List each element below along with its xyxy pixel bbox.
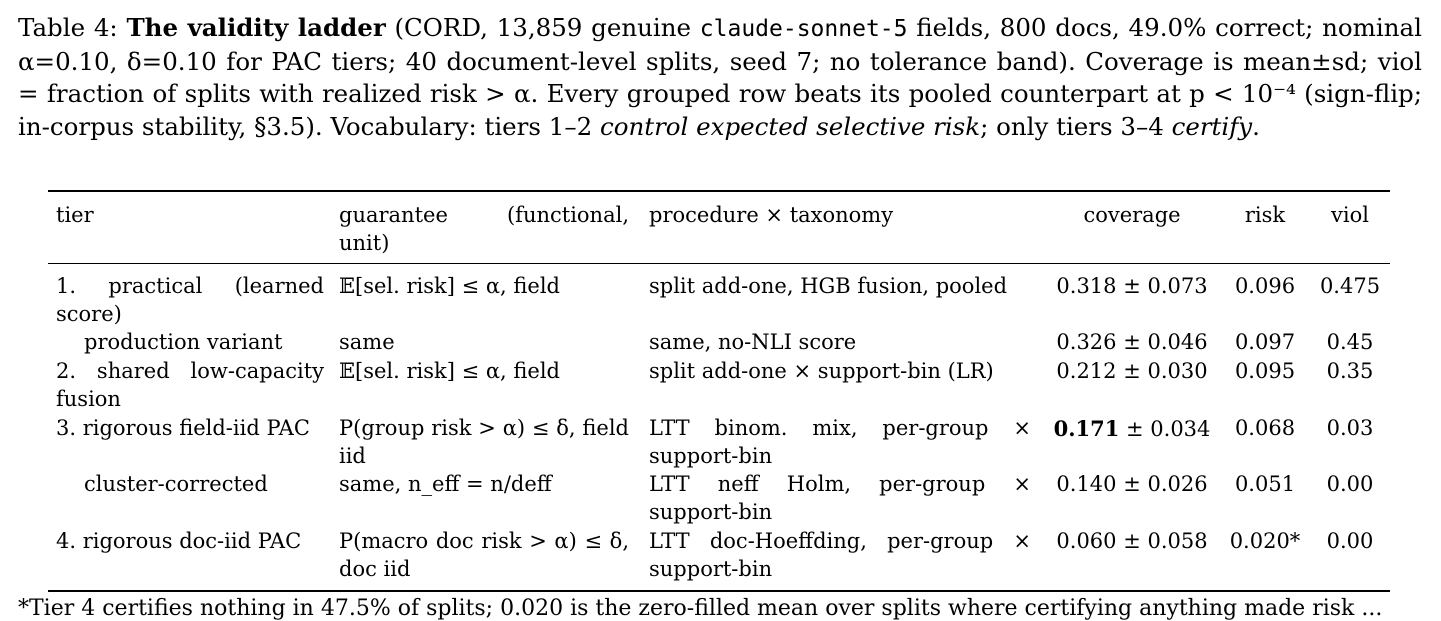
caption-model-name: claude-sonnet-5 [699,16,908,42]
caption-title: The validity ladder [126,13,386,42]
header-rule [48,263,1390,264]
caption-emphasis-1: control expected selective risk [599,111,981,141]
bottom-rule [48,590,1390,592]
caption-label: Table 4: [18,13,118,42]
row-1-guarantee: 𝔼[sel. risk] ≤ α, field [339,274,560,298]
row-1-tier: 1. practical (learned score) [56,274,324,326]
row-6-guarantee: P(macro doc risk > α) ≤ δ, doc iid [339,529,629,581]
row-2-tier: production variant [84,330,283,354]
header-coverage: coverage [1083,203,1181,227]
row-4-procedure: LTT binom. mix, per-group × support-bin [649,416,1031,468]
row-2-coverage: 0.326 ± 0.046 [1056,330,1208,354]
row-1-viol: 0.475 [1319,274,1381,298]
row-5-risk: 0.051 [1234,472,1296,496]
row-4-guarantee: P(group risk > α) ≤ δ, field iid [339,416,629,468]
row-4-risk: 0.068 [1234,416,1296,440]
header-risk: risk [1244,203,1286,227]
row-1-procedure: split add-one, HGB fusion, pooled [649,274,1008,298]
caption-text-2: fields, 800 docs, 49.0% correct; nominal α=0.10, δ=0.10 for PAC tiers; 40 document-level splits, seed 7; no tolerance band). Coverage is mean±sd; viol = fraction of splits with realized risk > α. Every grouped row beats its pooled counterpart at p < 10⁻⁴ (sign-flip; in-corpus stability, §3.5). Vocabulary: tiers 1–2 [18,13,1422,141]
row-3-coverage: 0.212 ± 0.030 [1056,359,1208,383]
top-rule [48,190,1390,192]
row-6-risk: 0.020* [1229,529,1301,553]
row-2-viol: 0.45 [1326,330,1374,354]
row-1-risk: 0.096 [1234,274,1296,298]
row-3-risk: 0.095 [1234,359,1296,383]
row-3-tier: 2. shared low-capacity fusion [56,359,324,411]
table-caption [18,12,1422,143]
caption-text-4: . [1252,111,1260,141]
row-3-procedure: split add-one × support-bin (LR) [649,359,994,383]
row-3-guarantee: 𝔼[sel. risk] ≤ α, field [339,359,560,383]
row-2-procedure: same, no-NLI score [649,330,857,354]
row-1-coverage: 0.318 ± 0.073 [1056,274,1208,298]
row-6-tier: 4. rigorous doc-iid PAC [56,529,302,553]
row-4-coverage-sd: ± 0.034 [1119,417,1211,441]
row-6-procedure: LTT doc-Hoeffding, per-group × support-bin [649,529,1031,581]
row-6-viol: 0.00 [1326,529,1374,553]
caption-emphasis-2: certify [1171,111,1253,141]
header-tier: tier [56,203,94,227]
row-5-guarantee: same, n_eff = n/deff [339,472,552,496]
row-6-coverage: 0.060 ± 0.058 [1056,529,1208,553]
caption-text-3: ; only tiers 3–4 [980,111,1164,141]
row-4-viol: 0.03 [1326,416,1374,440]
row-2-guarantee: same [339,330,395,354]
row-2-risk: 0.097 [1234,330,1296,354]
header-guarantee: guarantee (functional, unit) [339,203,629,255]
header-viol: viol [1331,203,1369,227]
header-procedure: procedure × taxonomy [649,203,894,227]
row-5-viol: 0.00 [1326,472,1374,496]
row-4-coverage [1047,415,1217,444]
table-footnote: *Tier 4 certifies nothing in 47.5% of splits; 0.020 is the zero-filled mean over splits where certifying anything made risk ... [18,596,1383,621]
row-4-coverage-best: 0.171 [1053,416,1120,441]
caption-text-1: (CORD, 13,859 genuine [394,13,692,42]
row-4-tier: 3. rigorous field-iid PAC [56,416,310,440]
row-3-viol: 0.35 [1326,359,1374,383]
row-5-coverage: 0.140 ± 0.026 [1056,472,1208,496]
row-5-tier: cluster-corrected [84,472,268,496]
row-5-procedure: LTT neff Holm, per-group × support-bin [649,472,1031,524]
